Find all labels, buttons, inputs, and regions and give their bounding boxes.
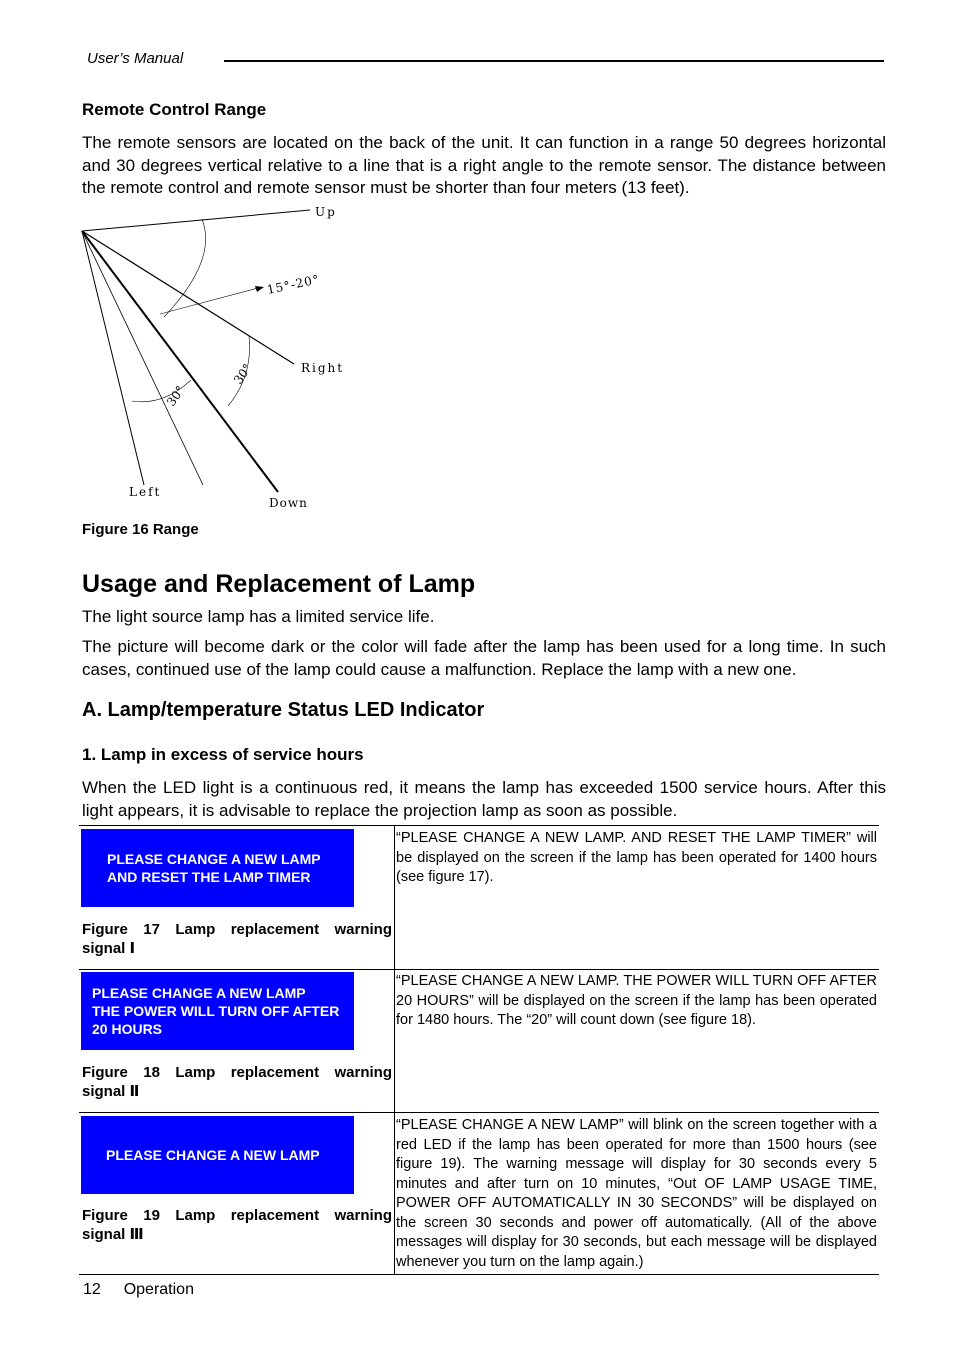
- warning-signal-2-description: “PLEASE CHANGE A NEW LAMP. THE POWER WILL TURN OFF AFTER 20 HOURS” will be displayed on the screen if the lamp has been operated for 1480 hours. The “20” will count down (see figure 18).: [396, 973, 877, 1028]
- warning-signal-2-box: PLEASE CHANGE A NEW LAMP THE POWER WILL TURN OFF AFTER 20 HOURS: [81, 972, 354, 1050]
- lamp-hours-subheading: 1. Lamp in excess of service hours: [82, 745, 364, 764]
- lamp-hours-paragraph: When the LED light is a continuous red, it means the lamp has exceeded 1500 service hours. After this light appears, it is advisable to replace the projection lamp as soon as possible.: [82, 778, 886, 820]
- footer-section: Operation: [123, 1281, 194, 1298]
- table-row: [79, 969, 879, 1113]
- up-label: Up: [315, 205, 337, 219]
- figure-18-caption: Figure 18 Lamp replacement warning signal Ⅱ: [82, 1064, 392, 1100]
- left-label: Left: [129, 485, 162, 499]
- header-rule: [224, 60, 884, 62]
- lamp-fade-paragraph: The picture will become dark or the color will fade after the lamp has been used for a long time. In such cases, continued use of the lamp could cause a malfunction. Replace the lamp with a new one.: [82, 637, 886, 679]
- table-row: [79, 825, 879, 970]
- arc-top: [164, 219, 206, 317]
- figure-19-caption: Figure 19 Lamp replacement warning signal Ⅲ: [82, 1207, 392, 1243]
- warning-signal-3-description: “PLEASE CHANGE A NEW LAMP” will blink on the screen together with a red LED if the lamp has been operated for more than 1500 hours (see figure 19). The warning message will display for 30 seconds every 5 minutes and after turn on 10 minutes, “Out OF LAMP USAGE TIME, POWER OFF AUTOMATICALLY IN 30 SECONDS” will be displayed on the screen 30 seconds and power off automatically. (All of the above messages will display for 30 seconds, but each message will be displayed whenever you turn on the lamp again.): [396, 1117, 877, 1270]
- left-line: [82, 231, 144, 485]
- figure-17-caption: Figure 17 Lamp replacement warning signal Ⅰ: [82, 921, 392, 957]
- warning-signal-1-box: PLEASE CHANGE A NEW LAMP AND RESET THE LAMP TIMER: [81, 829, 354, 907]
- right-label: Right: [301, 361, 345, 375]
- remote-range-paragraph: The remote sensors are located on the back of the unit. It can function in a range 50 degrees horizontal and 30 degrees vertical relative to a line that is a right angle to the remote sensor. The distance between the remote control and remote sensor must be shorter than four meters (13 feet).: [82, 133, 886, 197]
- angle-right-label: 30°: [230, 361, 255, 387]
- running-header: User’s Manual: [87, 50, 184, 67]
- page-number: 12: [83, 1281, 101, 1298]
- warning-signal-1-description: “PLEASE CHANGE A NEW LAMP. AND RESET THE LAMP TIMER” will be displayed on the screen if the lamp has been operated for 1400 hours (see figure 17).: [396, 830, 877, 885]
- page-footer: [83, 1281, 194, 1299]
- warning-signal-3-box: PLEASE CHANGE A NEW LAMP: [81, 1116, 354, 1194]
- angle-top-label: 15°-20°: [265, 272, 322, 297]
- figure-16-caption: Figure 16 Range: [82, 521, 199, 538]
- lamp-section-title: Usage and Replacement of Lamp: [82, 570, 476, 598]
- section-a-heading: A. Lamp/temperature Status LED Indicator: [82, 699, 485, 721]
- range-diagram: [78, 200, 358, 515]
- remote-range-heading: Remote Control Range: [82, 100, 267, 119]
- table-row: [79, 1112, 879, 1275]
- arrow-head: [255, 286, 264, 292]
- lamp-intro-paragraph: The light source lamp has a limited service life.: [82, 607, 435, 626]
- lamp-warning-table: [79, 825, 879, 1274]
- down-label: Down: [269, 496, 308, 510]
- up-line: [82, 210, 310, 231]
- arrow-line: [160, 287, 262, 314]
- angle-left-label: 30°: [163, 383, 188, 409]
